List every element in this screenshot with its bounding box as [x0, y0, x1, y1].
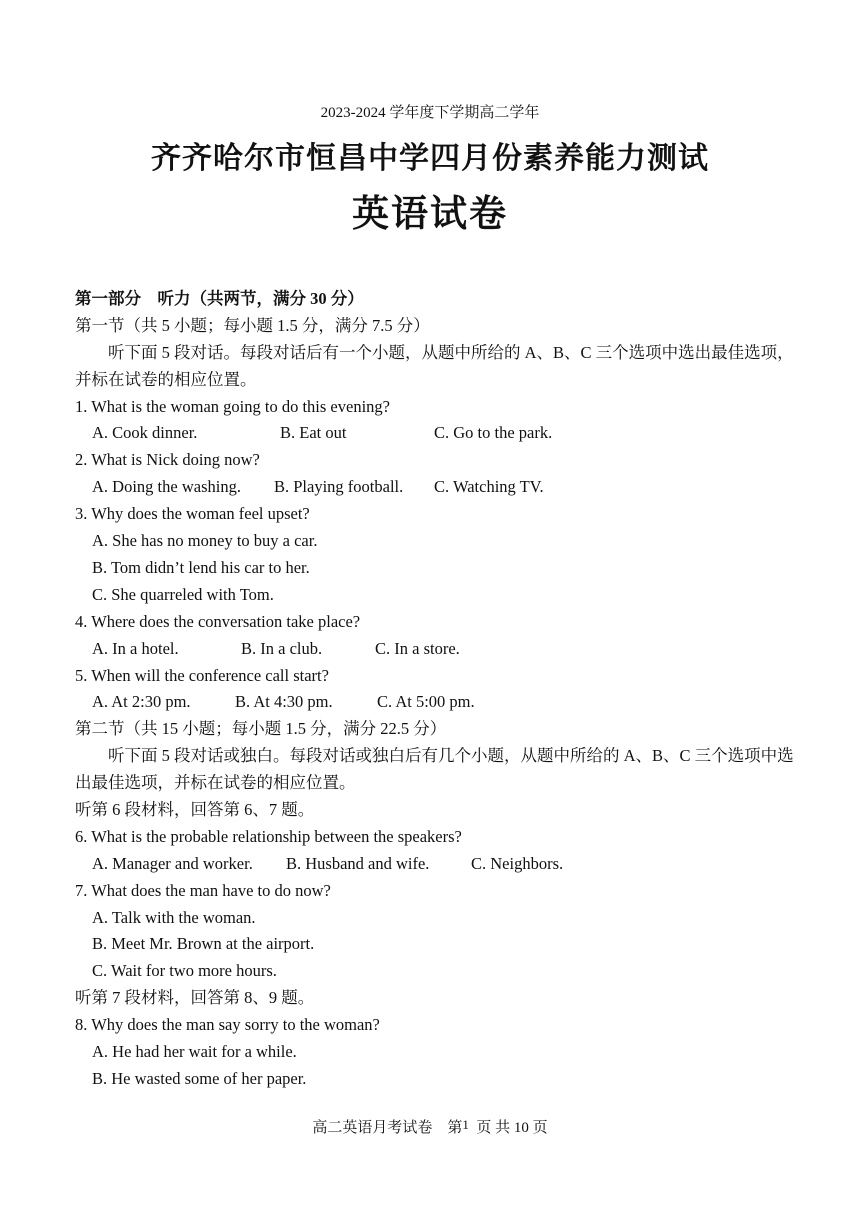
page-footer	[0, 1116, 860, 1137]
question-5-option-c: C. At 5:00 pm.	[377, 692, 475, 712]
question-1-stem: 1. What is the woman going to do this evening?	[75, 396, 390, 416]
question-8-option-b: B. He wasted some of her paper.	[92, 1068, 307, 1088]
question-2-option-b: B. Playing football.	[274, 477, 404, 497]
exam-title: 齐齐哈尔市恒昌中学四月份素养能力测试	[151, 141, 709, 176]
question-8-stem: 8. Why does the man say sorry to the woman?	[75, 1015, 380, 1035]
question-7-option-b: B. Meet Mr. Brown at the airport.	[92, 934, 315, 954]
school-year-subtitle: 2023-2024 学年度下学期高二学年	[320, 105, 540, 121]
question-3-stem: 3. Why does the woman feel upset?	[75, 504, 310, 524]
question-2-option-a: A. Doing the washing.	[92, 477, 241, 497]
question-4-option-b: B. In a club.	[241, 638, 323, 658]
part1-heading: 第一部分 听力（共两节，满分 30 分）	[75, 289, 364, 308]
section2-instruction: 听下面 5 段对话或独白。每段对话或独白后有几个小题，从题中所给的 A、B、C 三个选项中选出最佳选项，并标在试卷的相应位置。	[75, 746, 794, 793]
question-6-option-c: C. Neighbors.	[471, 853, 564, 873]
question-2-option-c: C. Watching TV.	[434, 477, 544, 497]
footer-suffix: 页 共 10 页	[476, 1120, 548, 1136]
question-5-options	[75, 689, 795, 716]
footer-prefix: 高二英语月考试卷 第	[312, 1120, 463, 1136]
question-4-option-c: C. In a store.	[375, 638, 460, 658]
exam-subject-title: 英语试卷	[352, 191, 508, 235]
question-1-options	[75, 420, 795, 447]
question-2-stem: 2. What is Nick doing now?	[75, 450, 260, 470]
question-3-option-b: B. Tom didn’t lend his car to her.	[92, 557, 310, 577]
question-7-option-a: A. Talk with the woman.	[92, 907, 256, 927]
question-6-stem: 6. What is the probable relationship between the speakers?	[75, 826, 462, 846]
question-3-option-a: A. She has no money to buy a car.	[92, 531, 318, 551]
question-5-option-a: A. At 2:30 pm.	[92, 692, 191, 712]
question-1-option-c: C. Go to the park.	[434, 423, 553, 443]
question-6-options	[75, 851, 795, 878]
question-3-option-c: C. She quarreled with Tom.	[92, 584, 274, 604]
question-6-option-a: A. Manager and worker.	[92, 853, 253, 873]
question-2-options	[75, 474, 795, 501]
section1-instruction: 听下面 5 段对话。每段对话后有一个小题，从题中所给的 A、B、C 三个选项中选出最佳选项，并标在试卷的相应位置。	[75, 342, 794, 389]
question-5-stem: 5. When will the conference call start?	[75, 665, 329, 685]
footer-page-number: 1	[462, 1117, 469, 1132]
section2-heading: 第二节（共 15 小题；每小题 1.5 分，满分 22.5 分）	[75, 719, 447, 739]
question-4-stem: 4. Where does the conversation take place?	[75, 611, 361, 631]
material-6-note: 听第 6 段材料，回答第 6、7 题。	[75, 799, 315, 819]
question-1-option-b: B. Eat out	[280, 423, 347, 443]
question-8-option-a: A. He had her wait for a while.	[92, 1042, 297, 1061]
question-4-options	[75, 636, 795, 663]
section1-heading: 第一节（共 5 小题；每小题 1.5 分，满分 7.5 分）	[75, 315, 430, 335]
exam-body	[75, 286, 795, 1093]
material-7-note: 听第 7 段材料，回答第 8、9 题。	[75, 988, 315, 1008]
question-7-option-c: C. Wait for two more hours.	[92, 961, 277, 981]
question-6-option-b: B. Husband and wife.	[286, 853, 430, 873]
question-1-option-a: A. Cook dinner.	[92, 423, 198, 443]
question-7-stem: 7. What does the man have to do now?	[75, 880, 331, 900]
question-4-option-a: A. In a hotel.	[92, 638, 179, 658]
question-5-option-b: B. At 4:30 pm.	[235, 692, 333, 712]
